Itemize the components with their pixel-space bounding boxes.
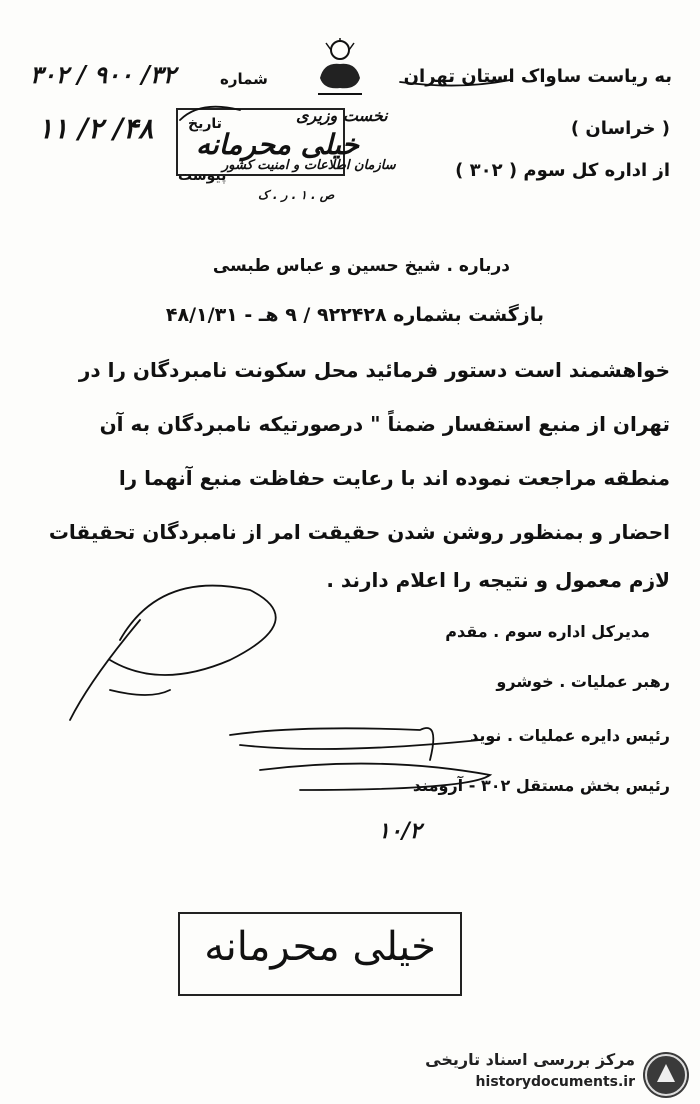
date-value: ۱۱ /۲ /۴۸ — [38, 112, 154, 145]
stamp-org-secondary: سازمان اطلاعات و امنیت کشور — [222, 158, 396, 173]
recipient-line: به ریاست ساواک استان تهران — [403, 66, 672, 87]
number-value: ۳۰۲ / ۹۰۰ /۳۲ — [30, 60, 176, 89]
watermark-url: historydocuments.ir — [475, 1074, 635, 1090]
stamp-org: نخست وزیری — [296, 106, 388, 125]
scribble-ops-chief — [230, 728, 480, 760]
number-label: شماره — [220, 70, 268, 88]
scribble-section-chief — [260, 764, 490, 790]
sender-line: از اداره کل سوم ( ۳۰۲ ) — [455, 160, 670, 181]
scribble-header — [180, 80, 510, 120]
signature-leader: رهبر عملیات . خوشرو — [496, 672, 670, 691]
reference-code: ص . ۱ . ر . ک — [258, 188, 335, 202]
scribble-director-loop — [110, 586, 276, 675]
body-line: احضار و بمنظور روشن شدن حقیقت امر از نامبردگان تحقیقات — [48, 520, 670, 544]
scribble-director-tail — [70, 620, 170, 720]
archive-logo-icon — [643, 1052, 689, 1098]
body-line: تهران از منبع استفسار ضمناً " درصورتیکه نامبردگان به آن — [99, 412, 670, 436]
body-line: منطقه مراجعت نموده اند با رعایت حفاظت منبع آنهما را — [118, 466, 670, 490]
watermark-name: مرکز بررسی اسناد تاریخی — [425, 1050, 635, 1069]
signature-ops-chief: رئیس دایره عملیات . نوید — [470, 726, 670, 745]
date-label: تاریخ — [188, 116, 222, 132]
attachment-label: پیوست — [178, 168, 227, 184]
bottom-classification-stamp — [178, 912, 462, 996]
handwritten-note: ۱۰/۲ — [378, 818, 422, 844]
body-line: لازم معمول و نتیجه را اعلام دارند . — [326, 568, 670, 592]
province-line: ( خراسان ) — [570, 118, 670, 139]
bottom-stamp-text: خیلی محرمانه — [204, 924, 436, 970]
stamp-classification: خیلی محرمانه — [196, 128, 359, 161]
reference-line: بازگشت بشماره ۹۲۲۴۲۸ / ۹ هـ - ۴۸/۱/۳۱ — [165, 304, 544, 326]
signature-director: مدیرکل اداره سوم . مقدم — [445, 622, 650, 641]
body-line: خواهشمند است دستور فرمائید محل سکونت نامبردگان را در — [78, 358, 670, 382]
subject-line: درباره . شیخ حسین و عباس طبسی — [212, 256, 510, 276]
archive-watermark — [425, 1050, 695, 1100]
signature-section-chief: رئیس بخش مستقل ۳۰۲ - آرومند — [412, 776, 670, 795]
